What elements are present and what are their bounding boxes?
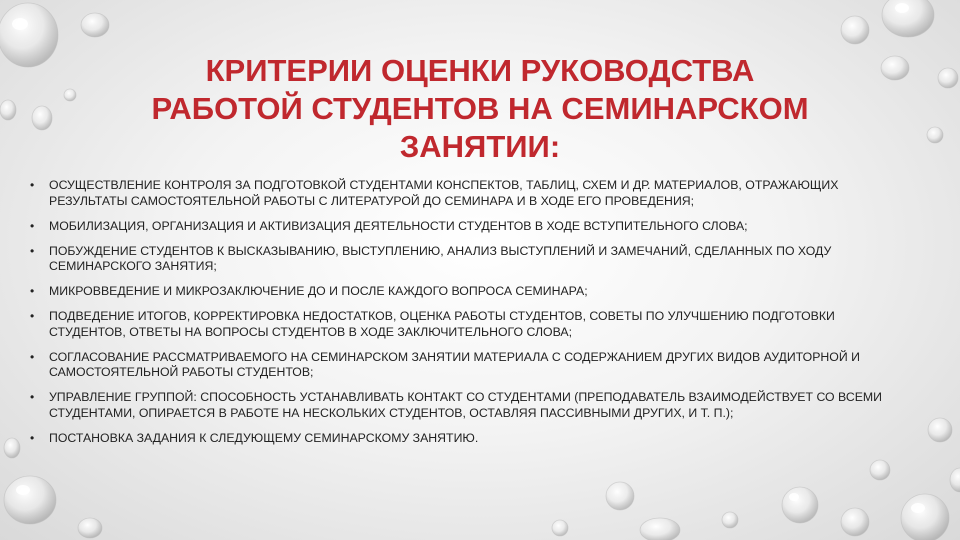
bullet-icon: • [30, 218, 35, 233]
bullet-icon: • [30, 284, 35, 298]
list-item-text: ОСУЩЕСТВЛЕНИЕ КОНТРОЛЯ ЗА ПОДГОТОВКОЙ СТУДЕНТАМИ КОНСПЕКТОВ, ТАБЛИЦ, СХЕМ И ДР. МАТЕРИАЛОВ, ОТРАЖАЮЩИХ РЕЗУЛЬТАТЫ САМОСТОЯТЕЛЬНОЙ РАБОТЫ С ЛИТЕРАТУРОЙ ДО СЕМИНАРА И В ХОДЕ ЕГО ПРОВЕДЕНИЯ; [49, 178, 839, 208]
bullet-icon: • [30, 390, 35, 404]
list-item-text: ПОБУЖДЕНИЕ СТУДЕНТОВ К ВЫСКАЗЫВАНИЮ, ВЫСТУПЛЕНИЮ, АНАЛИЗ ВЫСТУПЛЕНИЙ И ЗАМЕЧАНИЙ, СДЕЛАННЫХ ПО ХОДУ СЕМИНАРСКОГО ЗАНЯТИЯ; [49, 243, 832, 273]
list-item [30, 350, 890, 381]
bullet-icon: • [30, 178, 35, 192]
list-item [30, 244, 890, 275]
bullet-icon: • [30, 430, 35, 445]
bullet-icon: • [30, 349, 35, 364]
list-item-text: ПОСТАНОВКА ЗАДАНИЯ К СЛЕДУЮЩЕМУ СЕМИНАРСКОМУ ЗАНЯТИЮ. [49, 430, 479, 445]
title-line: КРИТЕРИИ ОЦЕНКИ РУКОВОДСТВА [205, 53, 755, 88]
list-item [30, 284, 890, 300]
list-item [30, 178, 890, 209]
list-item [30, 390, 890, 421]
slide-title [60, 52, 900, 166]
list-item-text: МИКРОВВЕДЕНИЕ И МИКРОЗАКЛЮЧЕНИЕ ДО И ПОСЛЕ КАЖДОГО ВОПРОСА СЕМИНАРА; [49, 284, 588, 298]
list-item [30, 309, 890, 340]
list-item [30, 431, 890, 447]
list-item-text: ПОДВЕДЕНИЕ ИТОГОВ, КОРРЕКТИРОВКА НЕДОСТАТКОВ, ОЦЕНКА РАБОТЫ СТУДЕНТОВ, СОВЕТЫ ПО УЛУЧШЕНИЮ ПОДГОТОВКИ СТУДЕНТОВ, ОТВЕТЫ НА ВОПРОСЫ СТУДЕНТОВ В ХОДЕ ЗАКЛЮЧИТЕЛЬНОГО СЛОВА; [49, 309, 835, 339]
bullet-icon: • [30, 309, 35, 323]
list-item-text: МОБИЛИЗАЦИЯ, ОРГАНИЗАЦИЯ И АКТИВИЗАЦИЯ ДЕЯТЕЛЬНОСТИ СТУДЕНТОВ В ХОДЕ ВСТУПИТЕЛЬНОГО СЛОВА; [49, 218, 748, 233]
title-line: РАБОТОЙ СТУДЕНТОВ НА СЕМИНАРСКОМ [151, 91, 809, 126]
bullet-icon: • [30, 243, 35, 258]
list-item-text: СОГЛАСОВАНИЕ РАССМАТРИВАЕМОГО НА СЕМИНАРСКОМ ЗАНЯТИИ МАТЕРИАЛА С СОДЕРЖАНИЕМ ДРУГИХ ВИДОВ АУДИТОРНОЙ И САМОСТОЯТЕЛЬНОЙ РАБОТЫ СТУДЕНТОВ; [49, 349, 860, 379]
list-item [30, 219, 890, 235]
list-item-text: УПРАВЛЕНИЕ ГРУППОЙ: СПОСОБНОСТЬ УСТАНАВЛИВАТЬ КОНТАКТ СО СТУДЕНТАМИ (ПРЕПОДАВАТЕЛЬ ВЗАИМОДЕЙСТВУЕТ СО ВСЕМИ СТУДЕНТАМИ, ОПИРАЕТСЯ В РАБОТЕ НА НЕСКОЛЬКИХ СТУДЕНТОВ, ОСТАВЛЯЯ ПАССИВНЫМИ ДРУГИХ, И Т. П.); [49, 390, 882, 420]
criteria-list [30, 178, 890, 456]
title-line: ЗАНЯТИИ: [399, 129, 561, 164]
